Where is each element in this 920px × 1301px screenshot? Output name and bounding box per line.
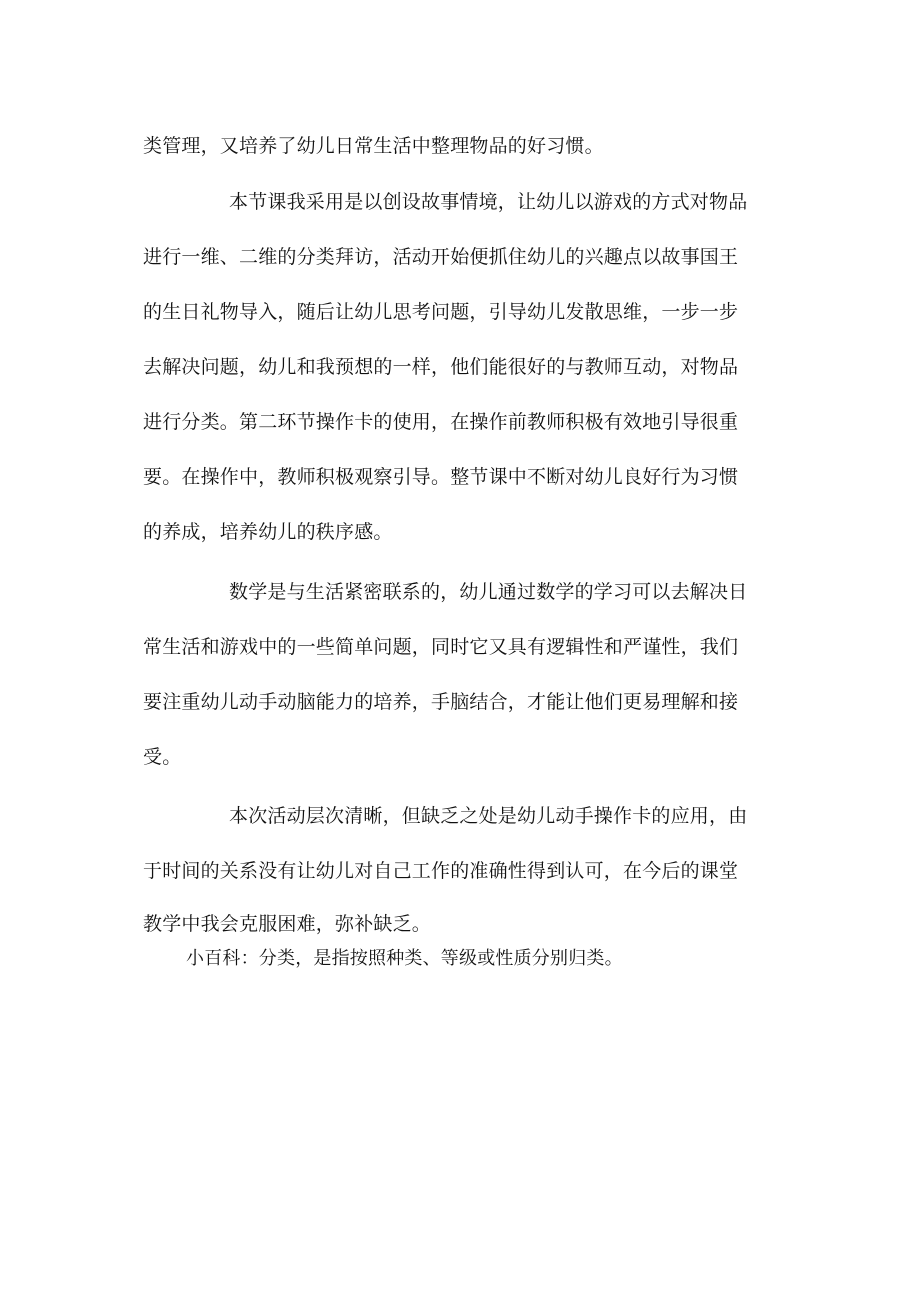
paragraph-3-line-4: 受。 (143, 746, 182, 768)
paragraph-4-line-2: 于时间的关系没有让幼儿对自己工作的准确性得到认可，在今后的课堂 (143, 860, 739, 882)
paragraph-3-line-1: 数学是与生活紧密联系的，幼儿通过数学的学习可以去解决日 (229, 581, 748, 603)
paragraph-3-line-2: 常生活和游戏中的一些简单问题，同时它又具有逻辑性和严谨性，我们 (143, 636, 739, 658)
paragraph-2-line-3: 的生日礼物导入，随后让幼儿思考问题，引导幼儿发散思维，一步一步 (143, 301, 739, 323)
paragraph-2-line-1: 本节课我采用是以创设故事情境，让幼儿以游戏的方式对物品 (229, 191, 748, 213)
paragraph-2-line-6: 要。在操作中，教师积极观察引导。整节课中不断对幼儿良好行为习惯 (143, 466, 739, 488)
paragraph-4-line-3: 教学中我会克服困难，弥补缺乏。 (143, 913, 432, 935)
paragraph-2-line-7: 的养成，培养幼儿的秩序感。 (143, 521, 393, 543)
paragraph-2-line-4: 去解决问题，幼儿和我预想的一样，他们能很好的与教师互动，对物品 (143, 356, 739, 378)
paragraph-3-line-3: 要注重幼儿动手动脑能力的培养，手脑结合，才能让他们更易理解和接 (143, 691, 739, 713)
paragraph-2-line-2: 进行一维、二维的分类拜访，活动开始便抓住幼儿的兴趣点以故事国王 (143, 246, 739, 268)
paragraph-4-line-1: 本次活动层次清晰，但缺乏之处是幼儿动手操作卡的应用，由 (229, 805, 748, 827)
encyclopedia-note: 小百科：分类，是指按照种类、等级或性质分别归类。 (186, 948, 623, 969)
paragraph-2-line-5: 进行分类。第二环节操作卡的使用，在操作前教师积极有效地引导很重 (143, 411, 739, 433)
paragraph-1-line-1: 类管理，又培养了幼儿日常生活中整理物品的好习惯。 (143, 135, 604, 157)
